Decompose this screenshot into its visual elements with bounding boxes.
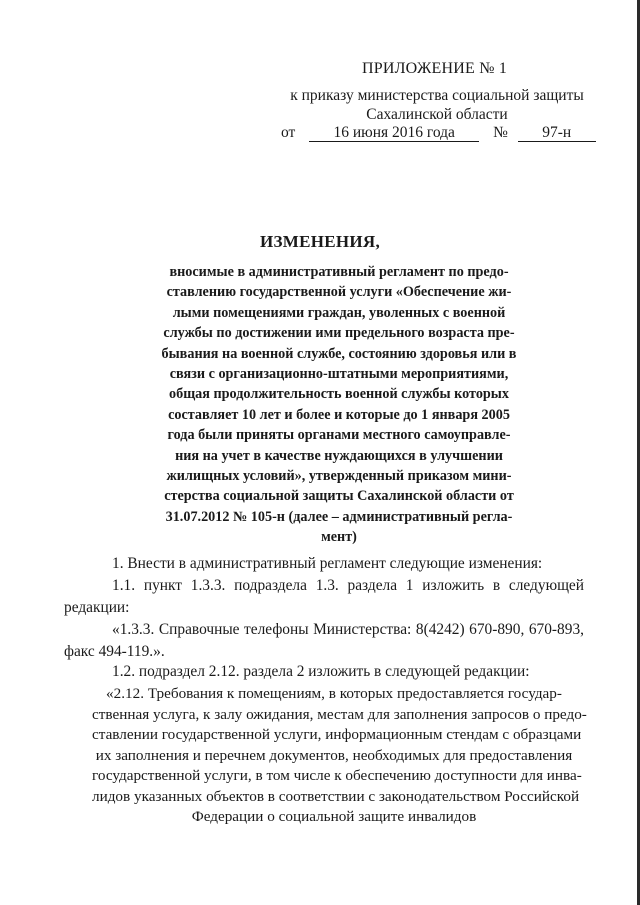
quote-2-12 xyxy=(92,684,587,828)
subheading-line: ставлению государственной услуги «Обеспечение жи- xyxy=(166,284,512,301)
subheading-line: мент) xyxy=(321,529,357,546)
subheading-line: ния на учет в качестве нуждающихся в улучшении xyxy=(175,447,503,464)
subheading-line: 31.07.2012 № 105-н (далее – административный регла- xyxy=(165,508,513,525)
quote-line: ставлении государственной услуги, информационным стендам с образцами xyxy=(92,726,582,743)
paragraph-item-1: 1. Внести в административный регламент следующие изменения: xyxy=(112,555,543,572)
order-date-row xyxy=(281,124,596,142)
subheading-line: лыми помещениями граждан, уволенных с военной xyxy=(172,304,506,321)
subheading-line: стерства социальной защиты Сахалинской области от xyxy=(164,488,514,505)
order-number: 97-н xyxy=(518,125,596,142)
subheading-line: года были приняты органами местного самоуправле- xyxy=(167,427,511,444)
subheading-line: связи с организационно-штатными мероприятиями, xyxy=(169,366,509,383)
order-reference xyxy=(272,86,602,124)
number-label: № xyxy=(493,124,508,141)
quote-line: Федерации о социальной защите инвалидов xyxy=(191,808,477,825)
document-heading: ИЗМЕНЕНИЯ, xyxy=(259,232,381,251)
paragraph-item-1-2: 1.2. подраздел 2.12. раздела 2 изложить в следующей редакции: xyxy=(112,663,530,680)
subheading-line: жилищных условий», утвержденный приказом мини- xyxy=(166,468,512,485)
subheading-line: составляет 10 лет и более и которые до 1 января 2005 xyxy=(168,406,510,423)
paragraph-item-1-1-cont: редакции: xyxy=(64,599,130,616)
quote-line: «2.12. Требования к помещениям, в которых предоставляется государ- xyxy=(106,685,562,702)
order-ref-line: Сахалинской области xyxy=(366,106,508,123)
appendix-title: ПРИЛОЖЕНИЕ № 1 xyxy=(362,60,508,77)
order-date: 16 июня 2016 года xyxy=(309,125,479,142)
subheading-line: вносимые в административный регламент по предо- xyxy=(169,264,509,280)
quote-line: их заполнения и перечнем документов, необходимых для предоставления xyxy=(95,746,573,764)
quote-line: ственная услуга, к залу ожидания, местам для заполнения запросов о предо- xyxy=(92,705,587,723)
subheading-line: службы по достижении ими предельного возраста пре- xyxy=(163,325,515,342)
date-label: от xyxy=(281,124,296,141)
quote-line: лидов указанных объектов в соответствии с законодательством Российской xyxy=(92,787,580,805)
quote-line: государственной услуги, в том числе к обеспечению доступности для инва- xyxy=(92,767,582,784)
quote-1-3-3-cont: факс 494-119.». xyxy=(64,643,165,660)
quote-1-3-3: «1.3.3. Справочные телефоны Министерства: 8(4242) 670-890, 670-893, xyxy=(112,621,584,638)
order-ref-line: к приказу министерства социальной защиты xyxy=(290,87,584,104)
paragraph-item-1-1: 1.1. пункт 1.3.3. подраздела 1.3. раздела 1 изложить в следующей xyxy=(112,577,584,594)
subheading-line: бывания на военной службе, состоянию здоровья или в xyxy=(161,345,517,362)
document-subheading xyxy=(150,262,528,548)
subheading-line: общая продолжительность военной службы которых xyxy=(169,386,509,403)
